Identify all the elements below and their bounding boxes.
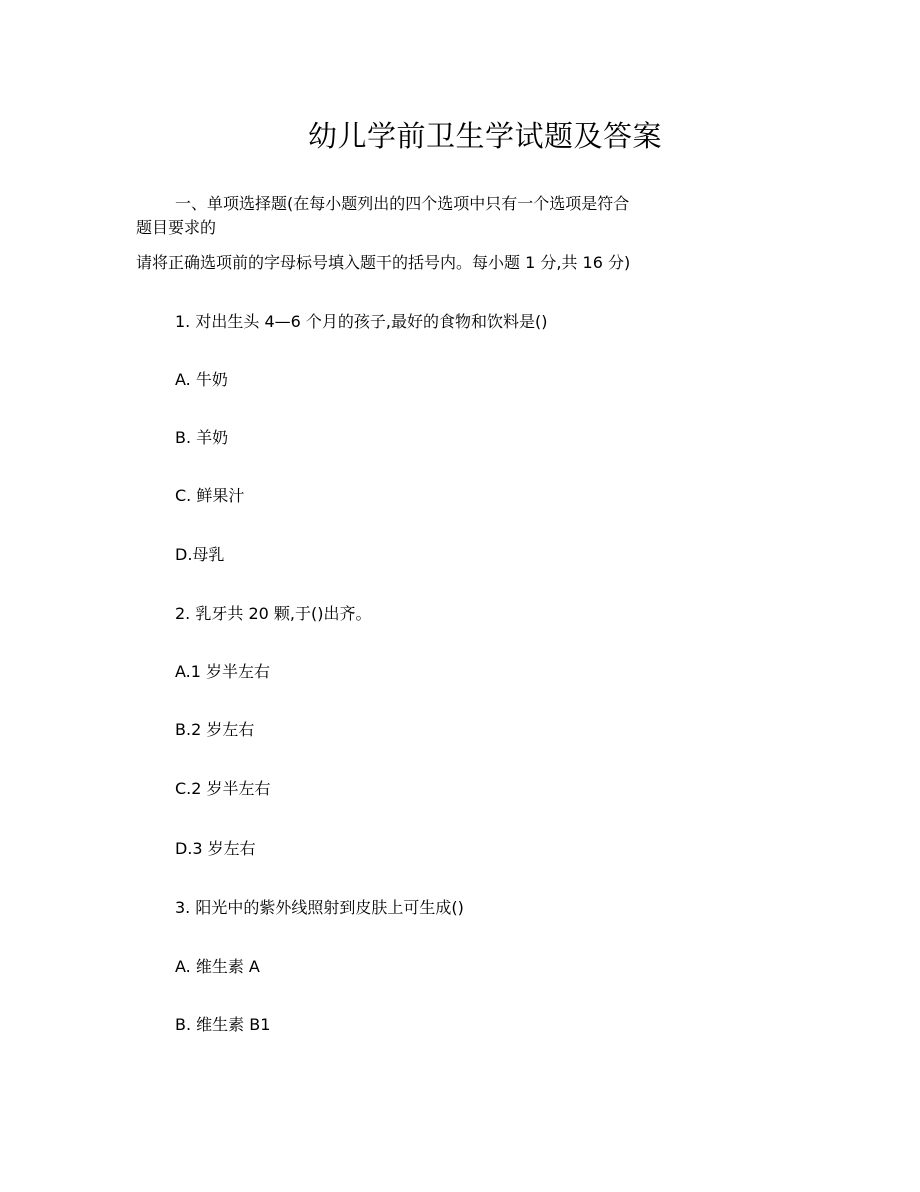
- question-2-option-c: C.2 岁半左右: [175, 779, 271, 798]
- question-3-option-a: A. 维生素 A: [175, 957, 260, 976]
- question-1: 1. 对出生头 4—6 个月的孩子,最好的食物和饮料是(): [175, 312, 548, 331]
- question-2: 2. 乳牙共 20 颗,于()出齐。: [175, 604, 372, 623]
- section-heading-line2: 题目要求的: [136, 218, 217, 237]
- question-3-option-b: B. 维生素 B1: [175, 1015, 271, 1034]
- question-1-option-a: A. 牛奶: [175, 370, 228, 389]
- question-2-option-d: D.3 岁左右: [175, 839, 256, 858]
- section-instruction: 请将正确选项前的字母标号填入题干的括号内。每小题 1 分,共 16 分): [136, 253, 631, 272]
- question-3: 3. 阳光中的紫外线照射到皮肤上可生成(): [175, 898, 464, 917]
- question-2-option-b: B.2 岁左右: [175, 720, 255, 739]
- document-title: 幼儿学前卫生学试题及答案: [307, 119, 662, 153]
- question-2-option-a: A.1 岁半左右: [175, 662, 271, 681]
- section-heading-line1: 一、单项选择题(在每小题列出的四个选项中只有一个选项是符合: [175, 194, 630, 213]
- question-1-option-d: D.母乳: [175, 545, 225, 564]
- question-1-option-c: C. 鲜果汁: [175, 486, 245, 505]
- question-1-option-b: B. 羊奶: [175, 428, 229, 447]
